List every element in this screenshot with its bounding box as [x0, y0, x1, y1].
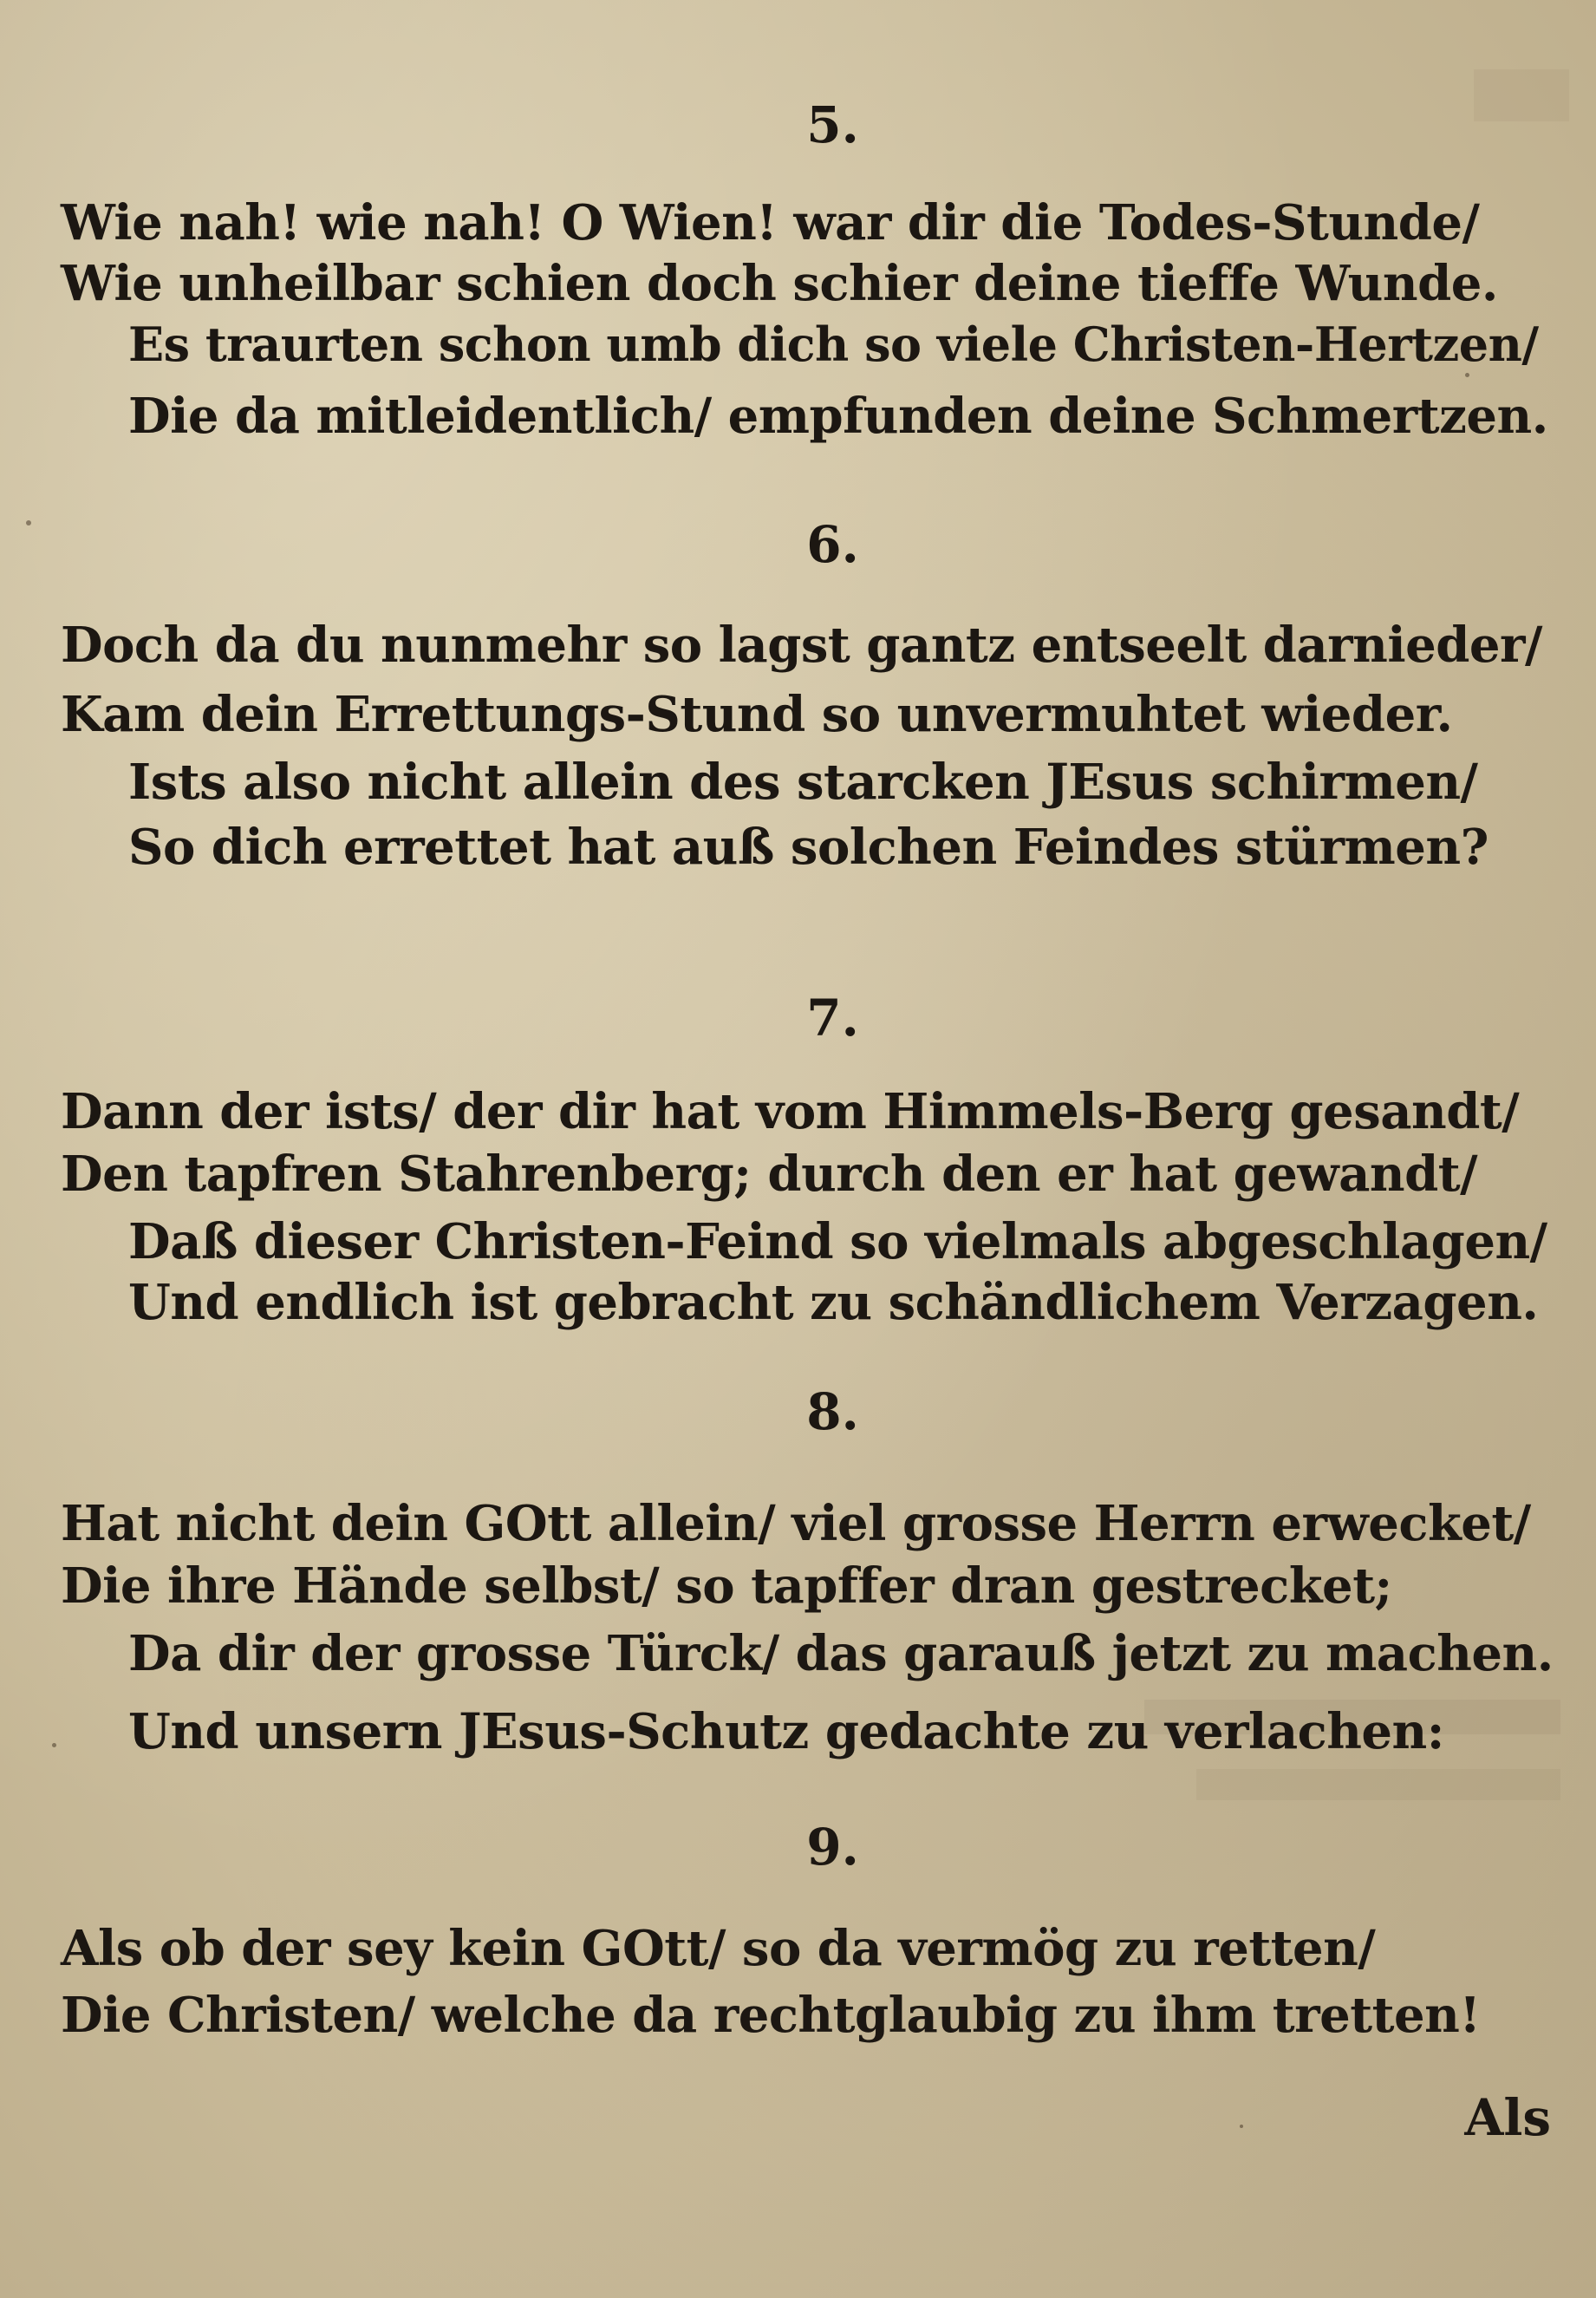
stanza-number: 8.	[806, 1382, 859, 1441]
verse-line: Die da mitleidentlich/ empfunden deine Schmertzen.	[128, 388, 1548, 445]
verse-line: Die Christen/ welche da rechtglaubig zu ihm tretten!	[61, 1987, 1481, 2044]
verse-line: Da dir der grosse Türck/ das garauß jetzt zu machen.	[128, 1625, 1554, 1682]
verse-line: Kam dein Errettungs-Stund so unvermuhtet wieder.	[61, 686, 1453, 743]
verse-line: Als ob der sey kein GOtt/ so da vermög zu retten/	[61, 1920, 1376, 1977]
paper-speck	[26, 520, 31, 526]
verse-line: Den tapfren Stahrenberg; durch den er hat gewandt/	[61, 1146, 1478, 1203]
paper-speck	[52, 1743, 56, 1747]
verse-line: Hat nicht dein GOtt allein/ viel grosse Herrn erwecket/	[61, 1495, 1531, 1552]
paper-speck	[1240, 2125, 1243, 2128]
verse-line: Und unsern JEsus-Schutz gedachte zu verlachen:	[128, 1703, 1444, 1760]
verse-line: Und endlich ist gebracht zu schändlichem Verzagen.	[128, 1274, 1539, 1331]
stanza-number: 6.	[806, 515, 859, 574]
verse-line: Dann der ists/ der dir hat vom Himmels-Berg gesandt/	[61, 1083, 1520, 1140]
verse-line: Ists also nicht allein des starcken JEsus schirmen/	[128, 754, 1478, 811]
paper-speck	[1465, 373, 1469, 377]
show-through-mark	[1196, 1769, 1560, 1800]
verse-line: Doch da du nunmehr so lagst gantz entseelt darnieder/	[61, 617, 1543, 674]
verse-line: Wie unheilbar schien doch schier deine tieffe Wunde.	[61, 255, 1498, 312]
stanza-number: 7.	[806, 989, 859, 1048]
verse-line: So dich errettet hat auß solchen Feindes stürmen?	[128, 819, 1489, 876]
stanza-number: 9.	[806, 1818, 859, 1877]
catchword: Als	[1464, 2088, 1551, 2147]
verse-line: Die ihre Hände selbst/ so tapffer dran gestrecket;	[61, 1557, 1392, 1615]
stanza-number: 5.	[806, 95, 859, 154]
verse-line: Wie nah! wie nah! O Wien! war dir die Todes-Stunde/	[61, 194, 1480, 251]
verse-line: Daß dieser Christen-Feind so vielmals abgeschlagen/	[128, 1213, 1547, 1270]
verse-line: Es traurten schon umb dich so viele Christen-Hertzen/	[128, 317, 1539, 372]
